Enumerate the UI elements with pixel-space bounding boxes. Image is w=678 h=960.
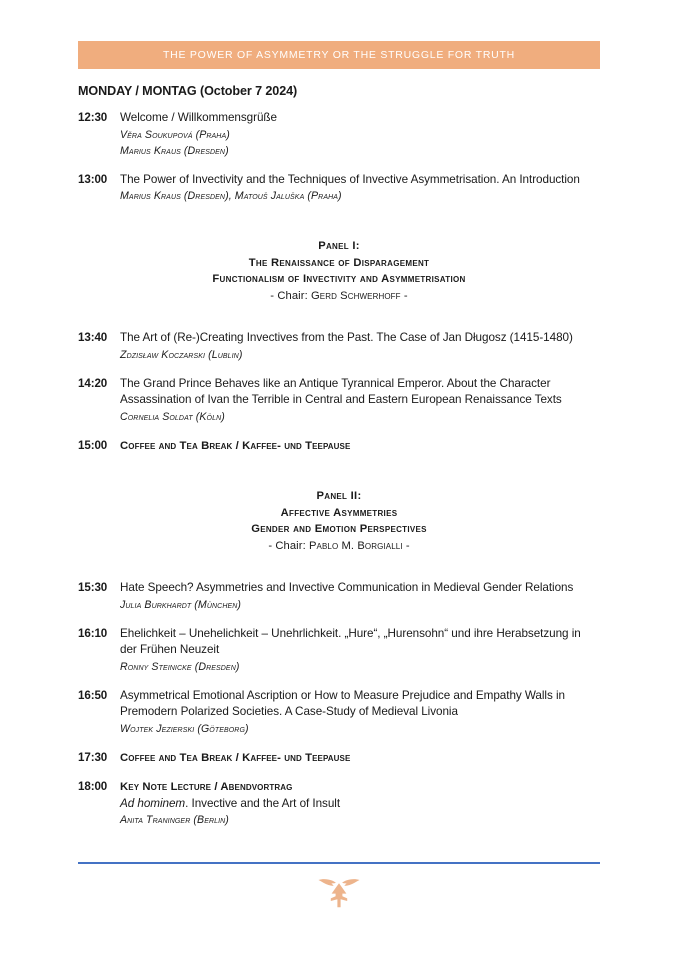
keynote-entry xyxy=(120,779,600,828)
schedule-row xyxy=(78,580,600,613)
session-time: 13:00 xyxy=(78,172,108,186)
session-entry xyxy=(120,376,600,425)
break-time: 17:30 xyxy=(78,750,108,764)
chair-prefix: - Chair: xyxy=(268,539,309,552)
break-row xyxy=(78,750,600,767)
schedule-row xyxy=(78,110,600,159)
panel-subtitle: Gender and Emotion Perspectives xyxy=(251,523,427,535)
session-title: The Art of (Re-)Creating Invectives from the Past. The Case of Jan Długosz (1415-1480) xyxy=(120,331,573,344)
session-time: 16:10 xyxy=(78,626,108,640)
session-title: The Grand Prince Behaves like an Antique Tyrannical Emperor. About the Character Assassination of Ivan the Terrible in Central and Eastern European Renaissance Texts xyxy=(120,376,562,406)
program-content xyxy=(78,84,600,841)
panel-chair xyxy=(78,288,600,305)
banner-title: THE POWER OF ASYMMETRY OR THE STRUGGLE FOR TRUTH xyxy=(162,49,515,61)
schedule-row xyxy=(78,172,600,205)
session-speaker: Julia Burkhardt (München) xyxy=(120,598,242,611)
break-row xyxy=(78,438,600,455)
winged-arrow-ornament-icon xyxy=(316,874,362,908)
break-entry xyxy=(120,438,600,455)
break-label: Coffee and Tea Break / Kaffee- und Teepause xyxy=(120,751,351,764)
panel-subtitle: The Renaissance of Disparagement xyxy=(248,256,430,269)
panel-2-heading xyxy=(78,488,600,554)
panel-label: Panel I: xyxy=(318,240,360,252)
keynote-label: Key Note Lecture / Abendvortrag xyxy=(120,781,293,793)
day-heading: MONDAY / MONTAG (October 7 2024) xyxy=(78,84,298,98)
session-speaker: Věra Soukupová (Praha) xyxy=(120,128,230,141)
panel-subtitle: Affective Asymmetries xyxy=(280,506,398,519)
session-time: 14:20 xyxy=(78,376,108,390)
session-speaker: Ronny Steinicke (Dresden) xyxy=(120,660,240,673)
break-time: 15:00 xyxy=(78,438,108,452)
panel-label: Panel II: xyxy=(316,490,362,502)
chair-prefix: - Chair: xyxy=(270,289,311,302)
chair-name: Pablo M. Borgialli xyxy=(309,539,403,552)
session-time: 16:50 xyxy=(78,688,108,702)
session-time: 15:30 xyxy=(78,581,108,594)
keynote-title-rest: . Invective and the Art of Insult xyxy=(185,796,341,810)
session-entry xyxy=(120,110,600,159)
session-time: 13:40 xyxy=(78,331,108,344)
chair-name: Gerd Schwerhoff xyxy=(310,289,401,302)
schedule-row xyxy=(78,376,600,425)
chair-suffix: - xyxy=(400,289,408,302)
schedule-row xyxy=(78,330,600,363)
session-speaker: Marius Kraus (Dresden) xyxy=(120,144,229,157)
session-entry xyxy=(120,172,600,205)
header-banner xyxy=(78,41,600,69)
schedule-row xyxy=(78,626,600,675)
session-title: Hate Speech? Asymmetries and Invective Communication in Medieval Gender Relations xyxy=(120,581,574,594)
break-label: Coffee and Tea Break / Kaffee- und Teepause xyxy=(120,439,351,452)
session-speaker: Marius Kraus (Dresden), Matouš Jaluška (Praha) xyxy=(120,190,342,202)
panel-subtitle: Functionalism of Invectivity and Asymmetrisation xyxy=(212,273,466,285)
session-entry xyxy=(120,688,600,737)
schedule-row xyxy=(78,688,600,737)
footer-ornament xyxy=(0,874,678,908)
session-title: Welcome / Willkommensgrüße xyxy=(120,111,277,124)
keynote-title-latin: Ad hominem xyxy=(120,796,186,810)
chair-suffix: - xyxy=(402,539,410,552)
keynote-title xyxy=(120,796,600,813)
panel-chair xyxy=(78,538,600,555)
session-title: Asymmetrical Emotional Ascription or How to Measure Prejudice and Empathy Walls in Premodern Polarized Societies. A Case-Study of Medieval Livonia xyxy=(120,688,565,718)
footer-divider xyxy=(78,862,600,864)
panel-1-heading xyxy=(78,238,600,304)
session-speaker: Cornelia Soldat (Köln) xyxy=(120,410,225,423)
session-time: 12:30 xyxy=(78,111,108,124)
session-entry xyxy=(120,626,600,675)
session-speaker: Wojtek Jezierski (Göteborg) xyxy=(120,722,249,735)
break-entry xyxy=(120,750,600,767)
session-entry xyxy=(120,580,600,613)
session-title: Ehelichkeit – Unehelichkeit – Unehrlichkeit. „Hure“, „Hurensohn“ und ihre Herabsetzung in der Frühen Neuzeit xyxy=(120,626,581,656)
session-title: The Power of Invectivity and the Techniques of Invective Asymmetrisation. An Introduction xyxy=(120,172,580,186)
session-speaker: Zdzisław Koczarski (Lublin) xyxy=(120,348,243,361)
session-entry xyxy=(120,330,600,363)
keynote-speaker: Anita Traninger (Berlin) xyxy=(120,814,229,826)
keynote-time: 18:00 xyxy=(78,780,108,793)
keynote-row xyxy=(78,779,600,828)
